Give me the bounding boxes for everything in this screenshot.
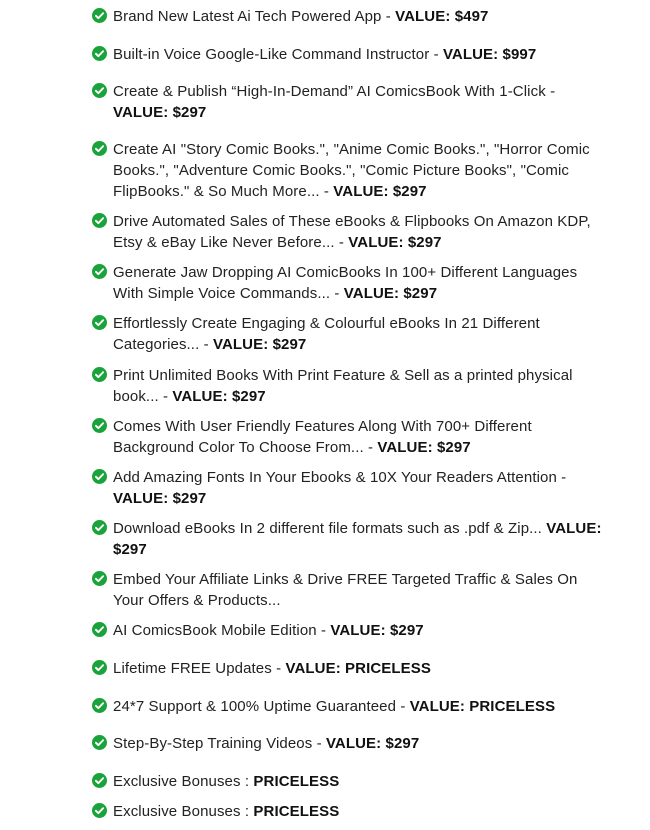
value-label: VALUE: PRICELESS — [409, 698, 556, 715]
check-circle-icon — [92, 315, 107, 330]
feature-description: Generate Jaw Dropping AI ComicBooks In 100+ Different Languages With Simple Voice Commands... - — [113, 264, 578, 302]
value-label: VALUE: $297 — [113, 490, 207, 507]
feature-text — [113, 6, 488, 27]
feature-description: Add Amazing Fonts In Your Ebooks & 10X Your Readers Attention - — [113, 469, 567, 486]
feature-text — [113, 262, 602, 304]
feature-text — [113, 81, 602, 123]
list-item — [92, 365, 602, 407]
feature-text — [113, 801, 339, 822]
feature-text — [113, 518, 602, 560]
value-label: VALUE: PRICELESS — [285, 660, 431, 677]
feature-description: Create AI "Story Comic Books.", "Anime Comic Books.", "Horror Comic Books.", "Adventure Comic Books.", "Comic Picture Books", "Comic FlipBooks." & So Much More... - — [113, 141, 590, 200]
value-label: VALUE: $297 — [172, 388, 266, 405]
value-label: VALUE: $297 — [333, 183, 427, 200]
feature-description: Brand New Latest Ai Tech Powered App - — [113, 8, 396, 25]
check-circle-icon — [92, 141, 107, 156]
feature-description: 24*7 Support & 100% Uptime Guaranteed - — [113, 698, 410, 715]
feature-text — [113, 139, 602, 202]
feature-description: Download eBooks In 2 different file formats such as .pdf & Zip... — [113, 520, 547, 537]
feature-description: Embed Your Affiliate Links & Drive FREE Targeted Traffic & Sales On Your Offers & Products... — [113, 571, 578, 609]
value-label: VALUE: $297 — [325, 735, 420, 752]
feature-text — [113, 416, 602, 458]
check-circle-icon — [92, 803, 107, 818]
value-label: VALUE: $297 — [348, 234, 442, 251]
feature-description: Exclusive Bonuses : — [113, 773, 254, 790]
list-item — [92, 569, 602, 611]
feature-description: Drive Automated Sales of These eBooks & Flipbooks On Amazon KDP, Etsy & eBay Like Never Before... - — [113, 213, 591, 251]
list-item — [92, 696, 602, 717]
check-circle-icon — [92, 213, 107, 228]
list-item — [92, 44, 602, 65]
list-item — [92, 658, 602, 679]
list-item — [92, 416, 602, 458]
feature-text — [113, 696, 555, 717]
value-label: VALUE: $297 — [212, 336, 307, 353]
list-item — [92, 211, 602, 253]
list-item — [92, 262, 602, 304]
feature-text — [113, 569, 602, 611]
list-item — [92, 139, 602, 202]
check-circle-icon — [92, 622, 107, 637]
value-label: VALUE: $497 — [395, 8, 489, 25]
feature-description: Effortlessly Create Engaging & Colourful eBooks In 21 Different Categories... - — [113, 315, 540, 353]
feature-description: Comes With User Friendly Features Along With 700+ Different Background Color To Choose From... - — [113, 418, 532, 456]
feature-description: Create & Publish “High-In-Demand” AI ComicsBook With 1-Click - — [113, 83, 556, 100]
check-circle-icon — [92, 46, 107, 61]
check-circle-icon — [92, 735, 107, 750]
check-circle-icon — [92, 571, 107, 586]
value-label: VALUE: $297 — [377, 439, 471, 456]
check-circle-icon — [92, 773, 107, 788]
value-label: VALUE: $297 — [113, 520, 602, 558]
feature-text — [113, 658, 431, 679]
list-item — [92, 733, 602, 754]
feature-text — [113, 365, 602, 407]
feature-text — [113, 313, 602, 355]
feature-description: Exclusive Bonuses : — [113, 803, 254, 820]
list-item — [92, 771, 602, 792]
check-circle-icon — [92, 418, 107, 433]
feature-description: Built-in Voice Google-Like Command Instructor - — [113, 46, 443, 63]
feature-text — [113, 771, 339, 792]
feature-description: Print Unlimited Books With Print Feature & Sell as a printed physical book... - — [113, 367, 573, 405]
value-label: VALUE: $297 — [330, 622, 424, 639]
list-item — [92, 518, 602, 560]
check-circle-icon — [92, 83, 107, 98]
feature-description: Lifetime FREE Updates - — [113, 660, 286, 677]
feature-text — [113, 620, 424, 641]
check-circle-icon — [92, 367, 107, 382]
feature-text — [113, 211, 602, 253]
feature-description: AI ComicsBook Mobile Edition - — [113, 622, 331, 639]
value-label: PRICELESS — [253, 773, 340, 790]
feature-text — [113, 733, 419, 754]
check-circle-icon — [92, 520, 107, 535]
list-item — [92, 467, 602, 509]
feature-description: Step-By-Step Training Videos - — [113, 735, 326, 752]
check-circle-icon — [92, 8, 107, 23]
list-item — [92, 620, 602, 641]
check-circle-icon — [92, 698, 107, 713]
value-label: VALUE: $297 — [113, 104, 207, 121]
value-label: VALUE: $297 — [343, 285, 438, 302]
check-circle-icon — [92, 264, 107, 279]
check-circle-icon — [92, 660, 107, 675]
value-label: PRICELESS — [253, 803, 340, 820]
value-label: VALUE: $997 — [442, 46, 537, 63]
list-item — [92, 801, 602, 822]
list-item — [92, 6, 602, 27]
check-circle-icon — [92, 469, 107, 484]
list-item — [92, 313, 602, 355]
feature-text — [113, 44, 536, 65]
list-item — [92, 81, 602, 123]
feature-text — [113, 467, 602, 509]
